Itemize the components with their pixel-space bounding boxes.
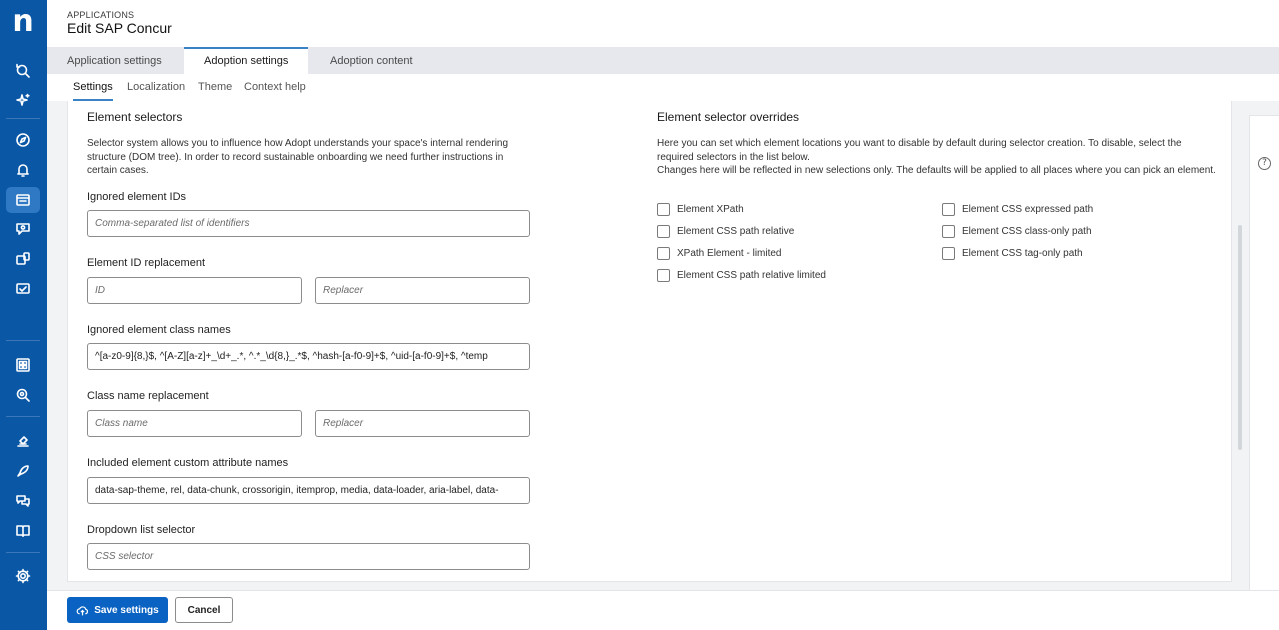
- checkbox-label: XPath Element - limited: [677, 248, 782, 259]
- element-selectors-title: Element selectors: [87, 110, 183, 124]
- chat-search-icon[interactable]: [6, 216, 40, 242]
- gavel-icon[interactable]: [6, 428, 40, 454]
- selector-overrides-title: Element selector overrides: [657, 110, 800, 124]
- dropdown-selector-input[interactable]: [87, 543, 530, 570]
- subtab-bar: [47, 74, 1279, 101]
- id-replacer-input[interactable]: [315, 277, 530, 304]
- checkbox-xpath-limited[interactable]: [657, 247, 782, 260]
- sidebar-divider: [6, 340, 40, 341]
- checkbox-css-expressed-path[interactable]: [942, 203, 1093, 216]
- id-input[interactable]: [87, 277, 302, 304]
- gear-icon[interactable]: [6, 563, 40, 589]
- class-name-input[interactable]: [87, 410, 302, 437]
- tab-application-settings[interactable]: Application settings: [67, 55, 162, 67]
- checkbox-label: Element CSS expressed path: [962, 204, 1094, 215]
- checkbox-label: Element CSS class-only path: [962, 226, 1092, 237]
- element-selectors-description: Selector system allows you to influence how Adopt understands your space's internal rendering structure (DOM tree). In order to record sustainable onboarding we need further instructions in certain cases.: [87, 138, 509, 176]
- dropdown-selector-label: Dropdown list selector: [87, 524, 196, 536]
- checkbox-box[interactable]: [657, 225, 670, 238]
- sidebar-divider: [6, 552, 40, 553]
- checkbox-css-tag-only-path[interactable]: [942, 247, 1083, 260]
- checkbox-label: Element CSS path relative: [677, 226, 795, 237]
- rocket-icon[interactable]: [6, 458, 40, 484]
- browser-window-icon[interactable]: [6, 187, 40, 213]
- devices-icon[interactable]: [6, 246, 40, 272]
- right-rail: [1249, 115, 1279, 590]
- tab-adoption-content[interactable]: Adoption content: [330, 55, 413, 67]
- checkbox-label: Element CSS path relative limited: [677, 270, 826, 281]
- ignored-classes-label: Ignored element class names: [87, 324, 231, 336]
- sidebar: [0, 0, 47, 630]
- checkbox-box[interactable]: [942, 225, 955, 238]
- bell-icon[interactable]: [6, 157, 40, 183]
- checkbox-box[interactable]: [942, 203, 955, 216]
- help-icon[interactable]: ?: [1258, 157, 1271, 170]
- checkbox-css-path-relative-limited[interactable]: [657, 269, 826, 282]
- save-settings-label: Save settings: [94, 604, 159, 616]
- sparkle-icon[interactable]: [6, 88, 40, 114]
- card-check-icon[interactable]: [6, 276, 40, 302]
- checkbox-box[interactable]: [657, 269, 670, 282]
- chat-bubbles-icon[interactable]: [6, 488, 40, 514]
- checkbox-css-class-only-path[interactable]: [942, 225, 1092, 238]
- checkbox-label: Element XPath: [677, 204, 744, 215]
- checkbox-box[interactable]: [657, 247, 670, 260]
- ignored-classes-input[interactable]: [87, 343, 530, 370]
- class-replacer-input[interactable]: [315, 410, 530, 437]
- page-header: [47, 0, 1279, 47]
- page-title: Edit SAP Concur: [67, 20, 172, 36]
- cancel-label: Cancel: [187, 604, 221, 616]
- book-icon[interactable]: [6, 518, 40, 544]
- custom-attrs-label: Included element custom attribute names: [87, 457, 289, 469]
- dashboard-grid-icon[interactable]: [6, 352, 40, 378]
- selector-overrides-description: Here you can set which element locations you want to disable by default during selector creation. To disable, select the required selectors in the list below.: [657, 138, 1182, 163]
- sidebar-divider: [6, 118, 40, 119]
- cloud-upload-icon: [76, 604, 89, 617]
- subtab-theme[interactable]: Theme: [198, 81, 233, 93]
- checkbox-element-xpath[interactable]: [657, 203, 744, 216]
- subtab-context-help[interactable]: Context help: [244, 81, 306, 93]
- search-refresh-icon[interactable]: [6, 58, 40, 84]
- sidebar-divider: [6, 416, 40, 417]
- tab-bar: [47, 47, 1279, 74]
- app-logo[interactable]: n: [12, 4, 34, 39]
- subtab-localization[interactable]: Localization: [127, 81, 186, 93]
- ignored-ids-input[interactable]: [87, 210, 530, 237]
- save-settings-button[interactable]: [67, 597, 168, 623]
- tab-adoption-settings[interactable]: Adoption settings: [184, 47, 308, 74]
- custom-attrs-input[interactable]: [87, 477, 530, 504]
- cancel-button[interactable]: [175, 597, 233, 623]
- compass-icon[interactable]: [6, 127, 40, 153]
- checkbox-label: Element CSS tag-only path: [962, 248, 1083, 259]
- scrollbar[interactable]: [1238, 225, 1242, 450]
- ignored-ids-label: Ignored element IDs: [87, 191, 187, 203]
- magnify-settings-icon[interactable]: [6, 382, 40, 408]
- checkbox-box[interactable]: [657, 203, 670, 216]
- checkbox-box[interactable]: [942, 247, 955, 260]
- id-replacement-label: Element ID replacement: [87, 257, 205, 269]
- checkbox-css-path-relative[interactable]: [657, 225, 794, 238]
- subtab-settings[interactable]: Settings: [73, 81, 113, 101]
- selector-overrides-note: Changes here will be reflected in new selections only. The defaults will be applied to all places where you can pick an element.: [657, 165, 1216, 176]
- class-replacement-label: Class name replacement: [87, 390, 209, 402]
- breadcrumb[interactable]: APPLICATIONS: [67, 10, 135, 20]
